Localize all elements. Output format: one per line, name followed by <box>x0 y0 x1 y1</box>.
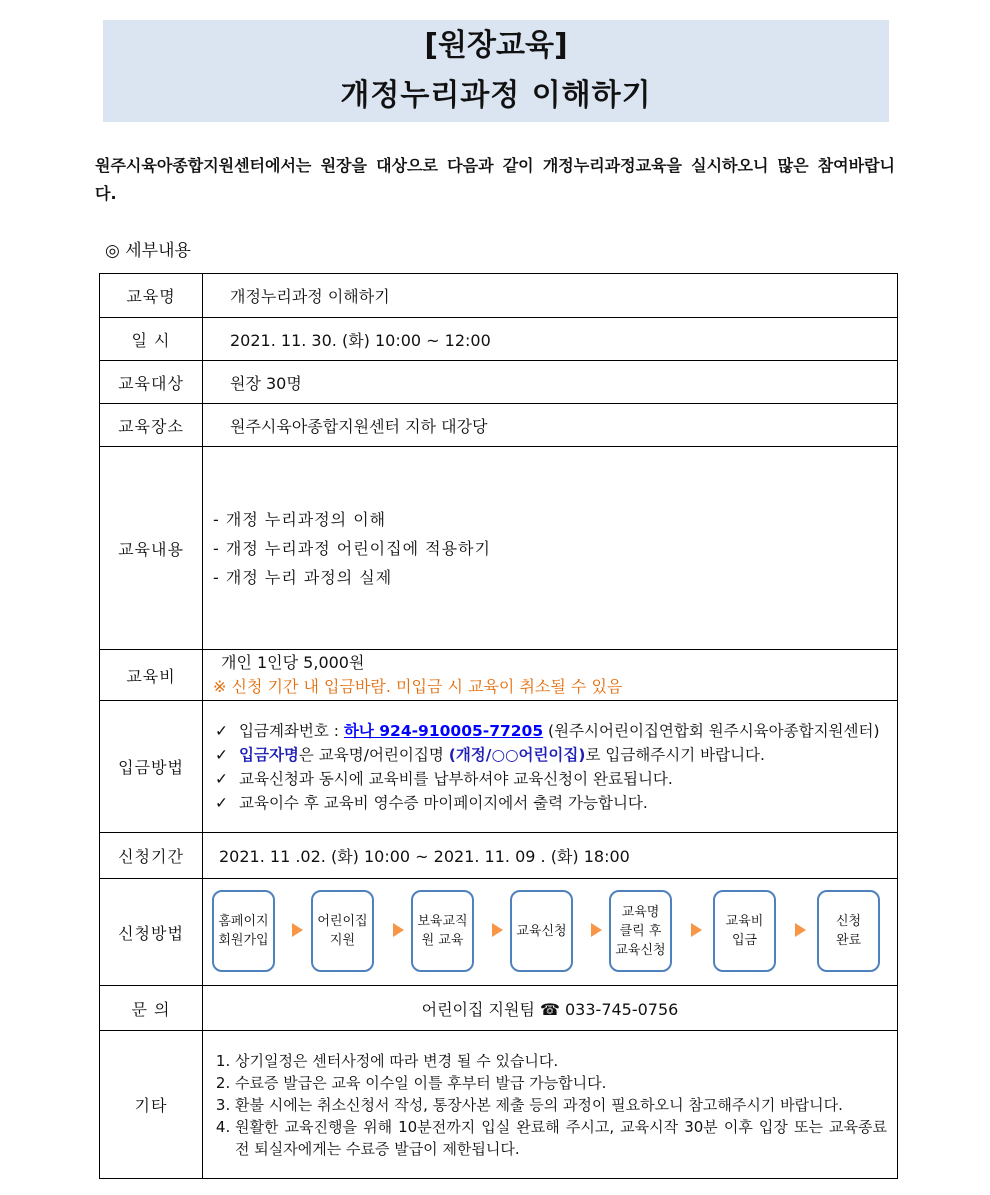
table-row <box>100 833 898 879</box>
check-icon: ✓ <box>215 721 228 740</box>
check-icon: ✓ <box>215 745 228 764</box>
fee-note: ※ 신청 기간 내 입금바람. 미입금 시 교육이 취소될 수 있음 <box>213 677 623 696</box>
row-label-payment: 입금방법 <box>100 701 203 833</box>
payment-cell <box>203 701 898 833</box>
check-icon: ✓ <box>215 793 228 812</box>
content-item: - 개정 누리과정 어린이집에 적용하기 <box>213 538 491 558</box>
table-row <box>100 447 898 650</box>
arrow-right-icon <box>492 923 503 937</box>
check-icon: ✓ <box>215 769 228 788</box>
payment-line-3: ✓ 교육신청과 동시에 교육비를 납부하셔야 교육신청이 완료됩니다. <box>215 767 897 791</box>
title-line2: 개정누리과정 이해하기 <box>340 78 652 113</box>
table-row <box>100 274 898 318</box>
payment-line-depositor: ✓ 입금자명은 교육명/어린이집명 (개정/○○어린이집)로 입금해주시기 바랍니다. <box>215 743 897 767</box>
arrow-right-icon <box>691 923 702 937</box>
row-label-period: 신청기간 <box>100 833 203 879</box>
payment-line-account: ✓ 입금계좌번호 : 하나 924-910005-77205 (원주시어린이집연합회 원주시육아종합지원센터) <box>215 719 897 743</box>
etc-item: 1. 상기일정은 센터사정에 따라 변경 될 수 있습니다. <box>235 1050 887 1072</box>
account-number[interactable]: 하나 924-910005-77205 <box>343 721 544 740</box>
flow-step: 보육교직 원 교육 <box>411 890 474 972</box>
flow-step: 신청 완료 <box>817 890 880 972</box>
period-value: 2021. 11 .02. (화) 10:00 ~ 2021. 11. 09 . (화) 18:00 <box>203 833 898 879</box>
fee-value: 개인 1인당 5,000원 <box>221 653 365 672</box>
arrow-right-icon <box>795 923 806 937</box>
flow-step: 교육명 클릭 후 교육신청 <box>609 890 672 972</box>
table-row <box>100 404 898 447</box>
etc-cell <box>203 1031 898 1179</box>
row-label-target: 교육대상 <box>100 361 203 404</box>
contact-value: 어린이집 지원팀 ☎ 033-745-0756 <box>203 986 898 1031</box>
intro-text: 원주시육아종합지원센터에서는 원장을 대상으로 다음과 같이 개정누리과정교육을 실시하오니 많은 참여바랍니다. <box>95 156 895 203</box>
etc-item: 4. 원활한 교육진행을 위해 10분전까지 입실 완료해 주시고, 교육시작 30분 이후 입장 또는 교육종료 전 퇴실자에게는 수료증 발급이 제한됩니다. <box>235 1116 887 1160</box>
table-row <box>100 318 898 361</box>
depositor-label: 입금자명 <box>239 745 299 764</box>
row-label-contact: 문 의 <box>100 986 203 1031</box>
course-name-value: 개정누리과정 이해하기 <box>203 274 898 318</box>
method-cell <box>203 879 898 986</box>
place-value: 원주시육아종합지원센터 지하 대강당 <box>203 404 898 447</box>
content-item: - 개정 누리과정의 이해 <box>213 509 387 529</box>
title-banner <box>103 20 889 122</box>
arrow-right-icon <box>591 923 602 937</box>
payment-line-4: ✓ 교육이수 후 교육비 영수증 마이페이지에서 출력 가능합니다. <box>215 791 897 815</box>
details-table <box>99 273 898 1179</box>
title-line1: [원장교육] <box>424 28 568 63</box>
content-cell <box>203 447 898 650</box>
section-heading: ◎ 세부내용 <box>105 241 191 261</box>
datetime-value: 2021. 11. 30. (화) 10:00 ~ 12:00 <box>203 318 898 361</box>
table-row <box>100 986 898 1031</box>
depositor-example: (개정/○○어린이집) <box>448 745 586 764</box>
table-row <box>100 1031 898 1179</box>
application-flow <box>203 880 897 984</box>
flow-step: 교육신청 <box>510 890 573 972</box>
etc-item: 3. 환불 시에는 취소신청서 작성, 통장사본 제출 등의 과정이 필요하오니 참고해주시기 바랍니다. <box>235 1094 887 1116</box>
table-row <box>100 361 898 404</box>
arrow-right-icon <box>393 923 404 937</box>
row-label-content: 교육내용 <box>100 447 203 650</box>
row-label-datetime: 일 시 <box>100 318 203 361</box>
target-value: 원장 30명 <box>203 361 898 404</box>
row-label-fee: 교육비 <box>100 650 203 701</box>
row-label-course: 교육명 <box>100 274 203 318</box>
table-row <box>100 879 898 986</box>
flow-step: 어린이집 지원 <box>311 890 374 972</box>
content-item: - 개정 누리 과정의 실제 <box>213 567 393 587</box>
row-label-etc: 기타 <box>100 1031 203 1179</box>
arrow-right-icon <box>292 923 303 937</box>
flow-step: 홈페이지 회원가입 <box>212 890 275 972</box>
etc-item: 2. 수료증 발급은 교육 이수일 이틀 후부터 발급 가능합니다. <box>235 1072 887 1094</box>
row-label-place: 교육장소 <box>100 404 203 447</box>
row-label-method: 신청방법 <box>100 879 203 986</box>
table-row <box>100 701 898 833</box>
fee-cell <box>203 650 898 701</box>
table-row <box>100 650 898 701</box>
flow-step: 교육비 입금 <box>713 890 776 972</box>
